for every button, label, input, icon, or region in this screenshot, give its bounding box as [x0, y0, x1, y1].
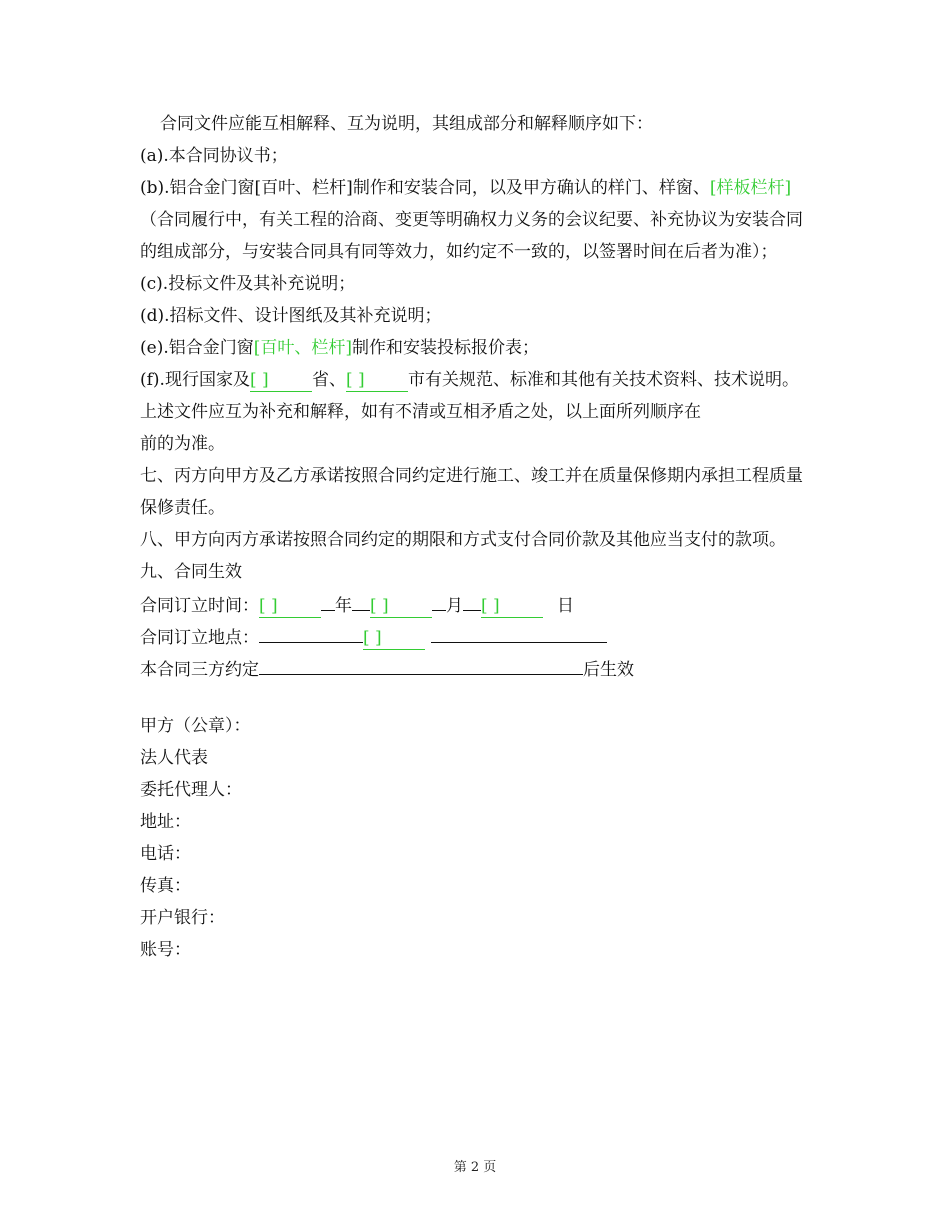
- item-b: [140, 172, 815, 268]
- item-b-suffix: （合同履行中，有关工程的洽商、变更等明确权力义务的会议纪要、补充协议为安装合同的组成部分，与安装合同具有同等效力，如约定不一致的，以签署时间在后者为准）；: [140, 210, 803, 262]
- sign-date-row: [140, 588, 815, 620]
- item-f-suffix: 市有关规范、标准和其他有关技术资料、技术说明。: [407, 370, 799, 390]
- party-a-agent: 委托代理人：: [140, 780, 242, 800]
- item-c: (c).投标文件及其补充说明；: [140, 274, 356, 294]
- party-a-title: 甲方（公章）：: [140, 716, 251, 736]
- clause-9-heading: 九、合同生效: [140, 562, 242, 582]
- party-a-account: 账号：: [140, 940, 191, 960]
- year-blank[interactable]: [ ]: [259, 595, 321, 618]
- effective-suffix: 后生效: [583, 660, 634, 680]
- party-a-signature-block: [140, 710, 815, 966]
- item-e-green-text: [百叶、栏杆]: [253, 338, 352, 358]
- item-d: (d).招标文件、设计图纸及其补充说明；: [140, 306, 442, 326]
- sign-place-label: 合同订立地点：: [140, 628, 259, 648]
- clause-8: 八、甲方向丙方承诺按照合同约定的期限和方式支付合同价款及其他应当支付的款项。: [140, 530, 786, 550]
- month-underline: [432, 588, 446, 611]
- sign-date-label: 合同订立时间：: [140, 596, 259, 616]
- party-a-legal-rep: 法人代表: [140, 748, 208, 768]
- day-label: 日: [557, 596, 574, 616]
- sign-place-row: [140, 620, 815, 652]
- item-b-prefix: (b).铝合金门窗[百叶、栏杆]制作和安装合同，以及甲方确认的样门、样窗、: [140, 178, 710, 198]
- document-page: [140, 108, 815, 966]
- item-e-prefix: (e).铝合金门窗: [140, 338, 254, 358]
- year-underline: [321, 588, 335, 611]
- city-blank[interactable]: [ ]: [346, 369, 408, 392]
- province-blank[interactable]: [ ]: [250, 369, 312, 392]
- effective-row: [140, 652, 815, 684]
- day-blank[interactable]: [ ]: [481, 595, 543, 618]
- month-pre-underline: [352, 588, 370, 611]
- place-blank[interactable]: [ ]: [363, 627, 425, 650]
- place-underline-right: [431, 620, 607, 643]
- summary-line-1: 上述文件应互为补充和解释，如有不清或互相矛盾之处，以上面所列顺序在: [140, 402, 701, 422]
- party-a-bank: 开户银行：: [140, 908, 225, 928]
- page-number-footer: 第 2 页: [453, 1160, 497, 1175]
- effective-condition-blank[interactable]: [259, 652, 583, 675]
- item-f-prefix: (f).现行国家及: [140, 370, 250, 390]
- item-a: (a).本合同协议书；: [140, 146, 288, 166]
- month-blank[interactable]: [ ]: [370, 595, 432, 618]
- party-a-address: 地址：: [140, 812, 191, 832]
- intro-paragraph: 合同文件应能互相解释、互为说明，其组成部分和解释顺序如下：: [160, 114, 653, 134]
- item-e-suffix: 制作和安装投标报价表；: [352, 338, 539, 358]
- clause-7: 七、丙方向甲方及乙方承诺按照合同约定进行施工、竣工并在质量保修期内承担工程质量保修责任。: [140, 466, 803, 518]
- item-f-mid: 省、: [311, 370, 346, 390]
- month-label: 月: [446, 596, 463, 616]
- summary-line-2: 前的为准。: [140, 434, 225, 454]
- day-pre-underline: [463, 588, 481, 611]
- item-b-green-text: [样板栏杆]: [709, 178, 792, 198]
- party-a-phone: 电话：: [140, 844, 191, 864]
- place-underline-left: [259, 620, 363, 643]
- party-a-fax: 传真：: [140, 876, 191, 896]
- effective-prefix: 本合同三方约定: [140, 660, 259, 680]
- item-f: [140, 364, 815, 396]
- year-label: 年: [335, 596, 352, 616]
- item-e: [140, 332, 815, 364]
